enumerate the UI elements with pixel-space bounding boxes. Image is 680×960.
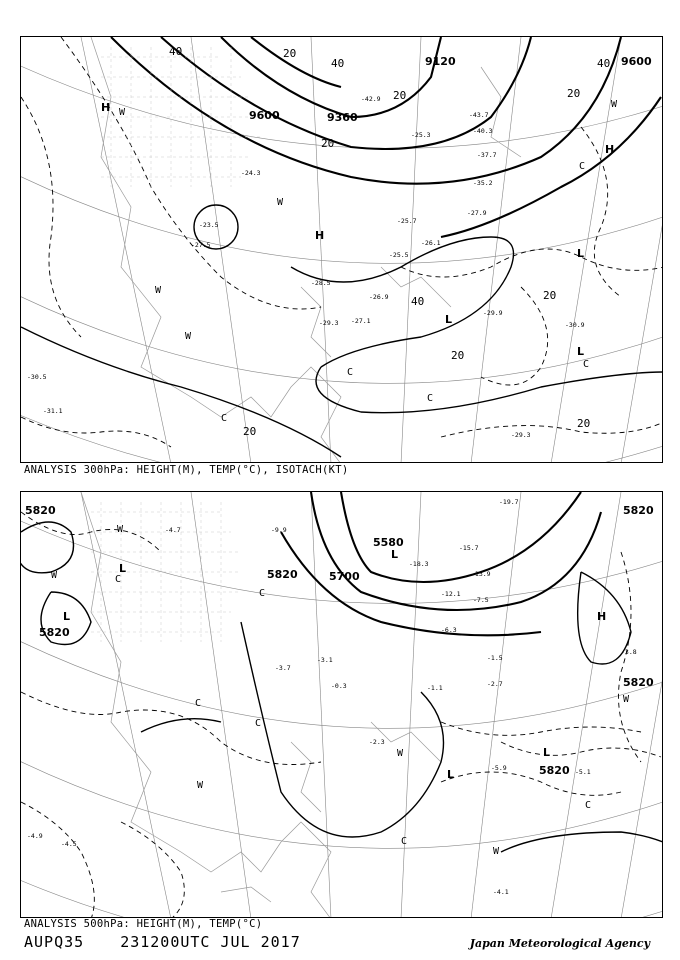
cold-center: C [401,836,408,847]
low-center: L [577,247,585,260]
chart-id: AUPQ35 [24,933,85,951]
high-center: H [315,229,325,242]
height-label: 9120 [425,55,456,68]
height-label: 9600 [249,109,280,122]
temp-value: -3.8 [621,648,637,656]
temp-value: -5.9 [491,764,507,772]
height-label: 5820 [623,676,654,689]
cold-center: C [259,588,266,599]
height-contours [281,492,601,635]
map-panel-500hpa [20,491,663,918]
graticule [21,37,663,463]
wind-center: W [397,748,404,759]
temp-value: -37.7 [477,151,497,159]
wind-center: W [185,331,192,342]
temp-value: -29.9 [483,309,503,317]
cold-center: C [583,359,590,370]
cold-center: C [221,413,228,424]
high-center: H [101,101,111,114]
isotach-label: 20 [543,289,557,302]
height-label: 5820 [39,626,70,639]
temp-value: -29.3 [319,319,339,327]
isotach-label: 40 [331,57,345,70]
low-center: L [447,768,455,781]
height-label: 5820 [267,568,298,581]
temp-value: -0.3 [331,682,347,690]
temp-value: -5.1 [575,768,591,776]
wind-center: W [155,285,162,296]
isotach-label: 20 [243,425,257,438]
low-center: L [63,610,71,623]
temp-value: -4.1 [493,888,509,896]
temp-value: -35.2 [473,179,493,187]
height-label: 9600 [621,55,652,68]
temp-value: -31.1 [43,407,63,415]
isotach-labels [169,45,610,438]
temp-value: -3.7 [275,664,291,672]
cold-centers [115,574,591,847]
graticule [21,492,663,918]
caption-300hpa: ANALYSIS 300hPa: HEIGHT(M), TEMP(°C), ISOTACH(KT) [24,464,349,476]
height-labels [25,504,654,777]
temp-value: -25.5 [389,251,409,259]
temp-value: -27.1 [351,317,371,325]
temp-value: -12.1 [441,590,461,598]
low-center: L [391,548,399,561]
isotach-label: 40 [169,45,183,58]
temp-value: -15.7 [459,544,479,552]
temp-value: -30.5 [27,373,47,381]
temp-value: -2.7 [487,680,503,688]
caption-500hpa: ANALYSIS 500hPa: HEIGHT(M), TEMP(°C) [24,918,263,930]
height-label: 5820 [539,764,570,777]
valid-time: 231200UTC JUL 2017 [120,933,301,951]
temp-value: -3.1 [317,656,333,664]
temp-value: -23.5 [199,221,219,229]
isotach-label: 20 [283,47,297,60]
temp-value: -26.1 [421,239,441,247]
height-label: 5580 [373,536,404,549]
wind-center: W [51,570,58,581]
isotach-label: 20 [567,87,581,100]
low-center: L [445,313,453,326]
cold-center: C [255,718,262,729]
temp-value: -1.5 [487,654,503,662]
low-center: L [577,345,585,358]
temp-value: -43.7 [469,111,489,119]
temp-value: -27.9 [467,209,487,217]
cold-center: C [585,800,592,811]
temp-value: -42.9 [361,95,381,103]
high-center: H [605,143,615,156]
temp-value: -27.5 [191,241,211,249]
hatch-area [91,502,241,642]
temp-value: -4.9 [27,832,43,840]
chart-footer [24,933,337,951]
low-center: L [119,562,127,575]
wind-center: W [623,694,630,705]
temp-value: -7.5 [473,596,489,604]
cold-center: C [427,393,434,404]
temp-value: -30.9 [565,321,585,329]
cold-center: C [195,698,202,709]
wind-center: W [277,197,284,208]
cold-center: C [347,367,354,378]
low-center: L [543,746,551,759]
isotach-label: 40 [597,57,611,70]
temp-value: -25.7 [397,217,417,225]
temp-value: -2.3 [369,738,385,746]
temp-value: -40.3 [473,127,493,135]
height-label: 5820 [25,504,56,517]
map-500hpa-svg [21,492,663,918]
height-label: 5700 [329,570,360,583]
temp-value: -19.7 [499,498,519,506]
wind-center: W [119,107,126,118]
isotach-label: 20 [577,417,591,430]
map-panel-300hpa [20,36,663,463]
wind-center: W [197,780,204,791]
cold-center: C [115,574,122,585]
isotach-label: 40 [411,295,425,308]
temp-value: -26.9 [369,293,389,301]
wind-center: W [493,846,500,857]
agency-name: Japan Meteorological Agency [469,937,650,950]
temp-value: -28.5 [311,279,331,287]
height-labels [249,55,652,124]
temp-value: -18.3 [409,560,429,568]
isotach-contours [21,205,663,457]
isotach-label: 20 [451,349,465,362]
map-300hpa-svg [21,37,663,463]
wind-center: W [611,99,618,110]
isotach-label: 20 [393,89,407,102]
coastline [81,492,441,918]
temp-value: -29.3 [511,431,531,439]
temp-value: -6.3 [441,626,457,634]
temp-value: -13.9 [471,570,491,578]
temp-value: -24.3 [241,169,261,177]
coastline [91,37,521,463]
temp-value: -4.7 [165,526,181,534]
cold-center: C [579,161,586,172]
wind-center: W [117,524,124,535]
high-center: H [597,610,607,623]
temp-value: -1.1 [427,684,443,692]
height-label: 9360 [327,111,358,124]
temp-value: -25.3 [411,131,431,139]
temp-value: -9.9 [271,526,287,534]
temperature-values [27,95,585,439]
height-label: 5820 [623,504,654,517]
isotach-label: 20 [321,137,335,150]
temp-value: -4.5 [61,840,77,848]
